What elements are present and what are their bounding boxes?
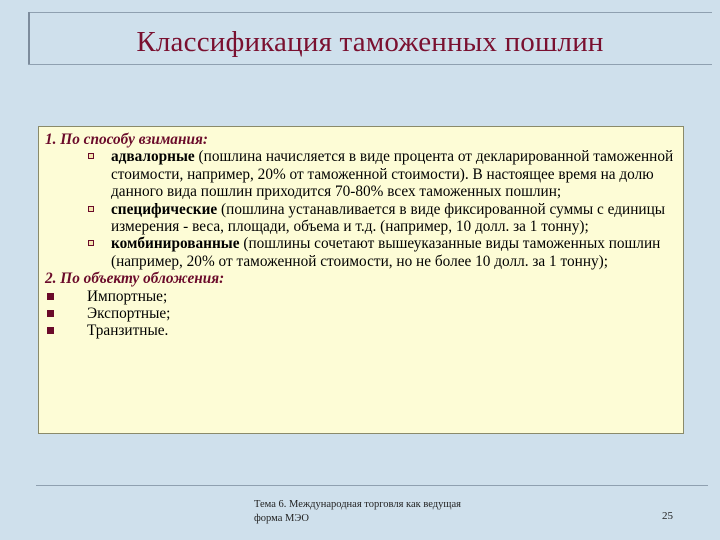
- section-2-heading: 2. По объекту обложения:: [45, 270, 225, 288]
- list-item-advalorem: [45, 148, 675, 200]
- top-rule: [28, 12, 712, 13]
- list-item-specific: [45, 201, 675, 236]
- transit-label: Транзитные.: [87, 322, 169, 340]
- list-item-combined: [45, 235, 675, 270]
- footer-topic: Тема 6. Международная торговля как ведущая форма МЭО: [254, 499, 461, 524]
- square-bullet-icon: [88, 206, 94, 212]
- square-bullet-icon: [88, 240, 94, 246]
- list-item-export: [45, 305, 677, 322]
- list-item-import: [45, 288, 677, 305]
- filled-square-bullet-icon: [47, 310, 54, 317]
- desc-specific: (пошлина устанавливается в виде фиксированной суммы с единицы измерения - веса, площади, объема и т.д. (например, 10 долл. за 1 тонну);: [111, 200, 666, 236]
- term-combined: комбинированные: [111, 235, 240, 253]
- slide-title: Классификация таможенных пошлин: [136, 26, 604, 58]
- import-label: Импортные;: [87, 287, 168, 305]
- desc-combined: (пошлины сочетают вышеуказанные виды таможенных пошлин (например, 20% от таможенной стоимости, но не более 10 долл. за 1 тонну);: [111, 235, 661, 270]
- desc-advalorem: (пошлина начисляется в виде процента от декларированной таможенной стоимости, например, 20% от таможенной стоимости). В настоящее время на долю данного вида пошлин приходится 70-80% всех таможенных пошлин;: [111, 148, 674, 201]
- list-item-transit: [45, 322, 677, 339]
- content-box: [38, 126, 684, 434]
- filled-square-bullet-icon: [47, 327, 54, 334]
- title-bottom-rule: [28, 64, 712, 65]
- term-advalorem: адвалорные: [111, 148, 195, 166]
- square-bullet-icon: [88, 153, 94, 159]
- page-number: 25: [662, 510, 673, 522]
- term-specific: специфические: [111, 200, 218, 218]
- footer-rule: [36, 485, 708, 486]
- export-label: Экспортные;: [87, 305, 171, 323]
- section-1-heading: 1. По способу взимания:: [45, 131, 208, 148]
- filled-square-bullet-icon: [47, 293, 54, 300]
